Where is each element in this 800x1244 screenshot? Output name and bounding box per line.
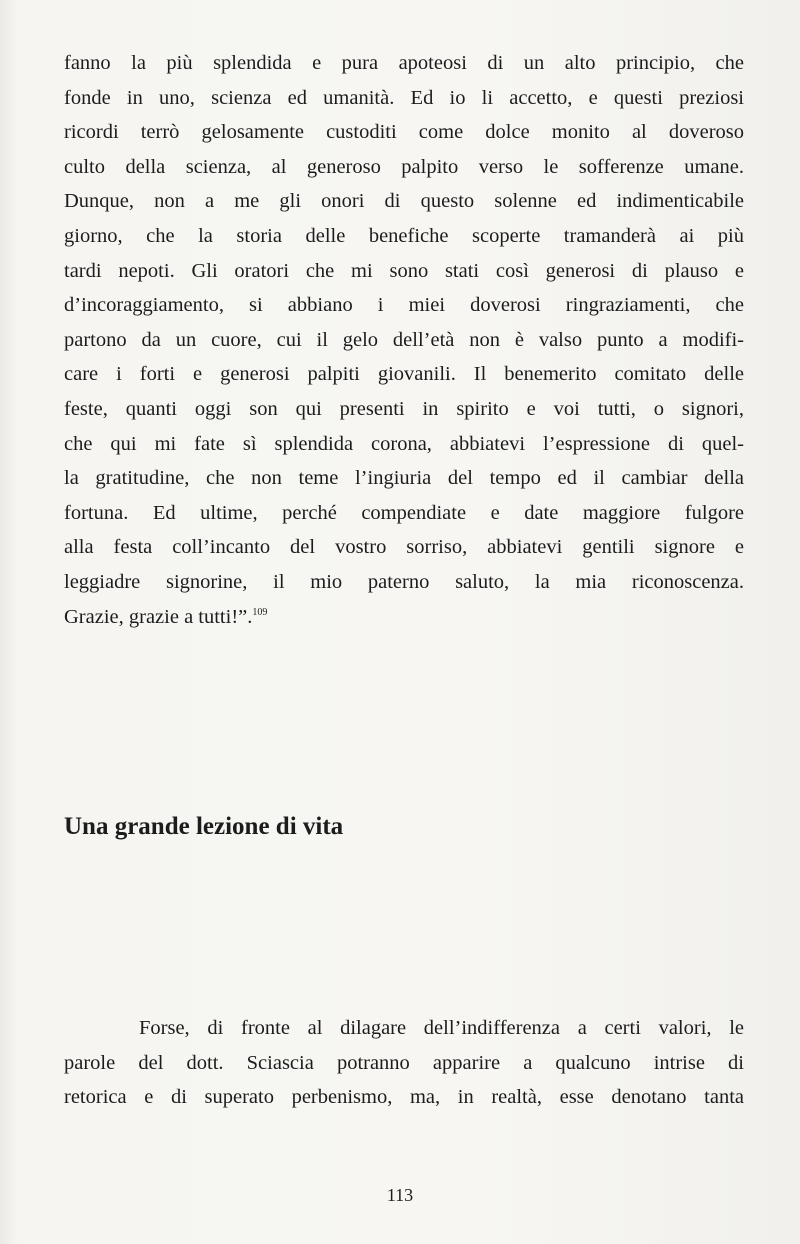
text-line: alla festa coll’incanto del vostro sorriso, abbiatevi gentili signore e [64,536,744,559]
text-line: ricordi terrò gelosamente custoditi come dolce monito al doveroso [64,121,744,144]
section-heading: Una grande lezione di vita [64,813,344,840]
text-line: Forse, di fronte al dilagare dell’indifferenza a certi valori, le [139,1017,744,1039]
text-line: la gratitudine, che non teme l’ingiuria del tempo ed il cambiar della [64,467,744,490]
text-line: d’incoraggiamento, si abbiano i miei doverosi ringraziamenti, che [64,294,744,317]
closing-text: Grazie, grazie a tutti!”. [64,605,253,628]
text-line: culto della scienza, al generoso palpito verso le sofferenze umane. [64,155,744,178]
page-number: 113 [386,1185,414,1205]
text-line: care i forti e generosi palpiti giovanili. Il benemerito comitato delle [64,363,744,386]
text-line: che qui mi fate sì splendida corona, abbiatevi l’espressione di quel- [64,432,744,455]
text-line: giorno, che la storia delle benefiche scoperte tramanderà ai più [64,224,744,247]
text-line: Dunque, non a me gli onori di questo solenne ed indimenticabile [64,190,744,213]
text-line: parole del dott. Sciascia potranno apparire a qualcuno intrise di [64,1051,744,1074]
text-line: fanno la più splendida e pura apoteosi di un alto principio, che [64,52,744,74]
text-line: partono da un cuore, cui il gelo dell’età non è valso punto a modifi- [64,328,744,351]
paragraph-commentary [64,1011,744,1115]
text-line: fortuna. Ed ultime, perché compendiate e date maggiore fulgore [64,501,744,524]
footnote-reference[interactable]: 109 [252,606,268,618]
text-line-last [64,600,744,635]
paragraph-quote [64,46,744,634]
text-line: retorica e di superato perbenismo, ma, in realtà, esse denotano tanta [64,1086,744,1109]
text-line: tardi nepoti. Gli oratori che mi sono stati così generosi di plauso e [64,259,744,282]
text-line: fonde in uno, scienza ed umanità. Ed io li accetto, e questi preziosi [64,86,744,109]
text-line: leggiadre signorine, il mio paterno saluto, la mia riconoscenza. [64,570,744,593]
text-line: feste, quanti oggi son qui presenti in spirito e voi tutti, o signori, [64,397,744,420]
